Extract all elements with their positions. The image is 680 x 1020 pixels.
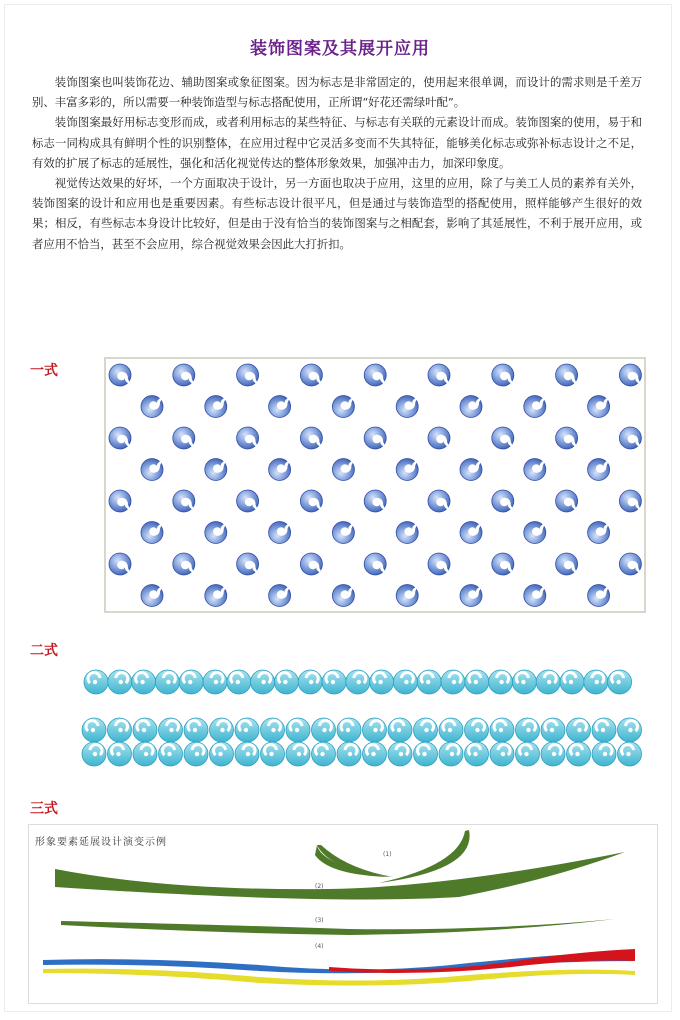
swirl-icon	[141, 585, 163, 607]
swirl-icon	[237, 490, 259, 512]
step-label-2: (2)	[315, 883, 324, 890]
wave-scroll-icon	[560, 670, 584, 694]
swirl-icon	[588, 459, 610, 481]
wave-scroll-icon	[261, 742, 285, 766]
wave-scroll-icon	[388, 718, 412, 742]
step-label-4: (4)	[315, 943, 324, 950]
swirl-icon	[300, 553, 322, 575]
wave-scroll-icon	[439, 718, 463, 742]
swirl-icon	[109, 427, 131, 449]
wave-scroll-icon	[370, 670, 394, 694]
section-label-style1: 一式	[30, 363, 58, 379]
swirl-icon	[556, 553, 578, 575]
wave-scroll-icon	[592, 742, 616, 766]
wave-scroll-icon	[286, 718, 310, 742]
wave-scroll-icon	[584, 670, 608, 694]
swirl-icon	[524, 585, 546, 607]
swirl-icon	[173, 553, 195, 575]
swirl-icon	[141, 396, 163, 418]
wave-scroll-icon	[82, 742, 106, 766]
section-label-style2: 二式	[30, 643, 58, 659]
swirl-icon	[109, 364, 131, 386]
swirl-icon	[300, 364, 322, 386]
wave-scroll-icon	[132, 670, 156, 694]
wave-scroll-icon	[388, 742, 412, 766]
wave-scroll-icon	[567, 742, 591, 766]
swirl-icon	[619, 490, 641, 512]
swirl-icon	[269, 585, 291, 607]
wave-scroll-icon	[184, 718, 208, 742]
wave-scroll-icon	[179, 670, 203, 694]
wave-band-double	[80, 714, 652, 770]
swirl-icon	[556, 427, 578, 449]
paragraph-1: 装饰图案也叫装饰花边、辅助图案或象征图案。因为标志是非常固定的，使用起来很单调，而设计的需求则是千差万别、丰富多彩的，所以需要一种装饰造型与标志搭配使用，正所谓“好花还需绿叶配”。	[32, 75, 642, 110]
swirl-icon	[237, 427, 259, 449]
swirl-icon	[619, 553, 641, 575]
body-text	[32, 72, 642, 254]
wave-scroll-icon	[393, 670, 417, 694]
swirl-icon	[237, 553, 259, 575]
swirl-icon	[492, 427, 514, 449]
swirl-icon	[109, 490, 131, 512]
swirl-pattern	[106, 359, 644, 611]
swirl-icon	[524, 459, 546, 481]
swirl-icon	[300, 427, 322, 449]
swirl-icon	[269, 522, 291, 544]
swirl-icon	[300, 490, 322, 512]
swirl-icon	[492, 490, 514, 512]
swirl-icon	[460, 522, 482, 544]
swirl-icon	[364, 490, 386, 512]
swirl-icon	[205, 522, 227, 544]
swirl-icon	[205, 396, 227, 418]
leaf-step3	[61, 919, 615, 935]
swirl-icon	[619, 364, 641, 386]
swirl-icon	[588, 585, 610, 607]
wave-scroll-icon	[465, 718, 489, 742]
swirl-icon	[269, 396, 291, 418]
swirl-icon	[332, 522, 354, 544]
wave-scroll-icon	[465, 742, 489, 766]
wave-scroll-icon	[184, 742, 208, 766]
swirl-pattern-panel	[104, 357, 646, 613]
wave-scroll-icon	[235, 742, 259, 766]
swirl-icon	[396, 459, 418, 481]
swirl-icon	[332, 459, 354, 481]
wave-scroll-icon	[541, 742, 565, 766]
wave-scroll-icon	[251, 670, 275, 694]
wave-scroll-icon	[108, 718, 132, 742]
paragraph-3: 视觉传达效果的好坏，一个方面取决于设计，另一方面也取决于应用，这里的应用，除了与美工人员的素养有关外，装饰图案的设计和应用也是重要因素。有些标志设计很平凡，但是通过与装饰造型的搭配使用，照样能够产生很好的效果；相反，有些标志本身设计比较好，但是由于没有恰当的装饰图案与之相配套，影响了其延展性，不利于展开应用，或者应用不恰当，甚至不会应用，综合视觉效果会因此大打折扣。	[32, 176, 642, 251]
wave-scroll-icon	[337, 742, 361, 766]
swirl-icon	[364, 364, 386, 386]
wave-scroll-icon	[210, 718, 234, 742]
evolution-example-panel	[28, 824, 658, 1004]
wave-scroll-icon	[608, 670, 632, 694]
swirl-icon	[269, 459, 291, 481]
wave-scroll-icon	[155, 670, 179, 694]
swirl-icon	[524, 396, 546, 418]
swirl-icon	[332, 396, 354, 418]
wave-scroll-icon	[414, 718, 438, 742]
step-label-3: (3)	[315, 917, 324, 924]
swirl-icon	[173, 427, 195, 449]
wave-scroll-icon	[490, 718, 514, 742]
wave-scroll-icon	[108, 670, 132, 694]
swirl-icon	[364, 427, 386, 449]
wave-scroll-icon	[312, 718, 336, 742]
swirl-icon	[619, 427, 641, 449]
evolution-caption: 形象要素延展设计演变示例	[35, 837, 167, 848]
wave-scroll-icon	[490, 742, 514, 766]
wave-scroll-icon	[312, 742, 336, 766]
step-label-1: (1)	[383, 851, 392, 858]
swirl-icon	[173, 490, 195, 512]
swirl-icon	[588, 396, 610, 418]
swirl-icon	[396, 396, 418, 418]
wave-scroll-icon	[363, 742, 387, 766]
swirl-icon	[428, 553, 450, 575]
wave-scroll-icon	[108, 742, 132, 766]
wave-scroll-icon	[441, 670, 465, 694]
swirl-icon	[524, 522, 546, 544]
swirl-icon	[428, 490, 450, 512]
swirl-icon	[205, 459, 227, 481]
swirl-icon	[556, 364, 578, 386]
wave-scroll-icon	[618, 742, 642, 766]
paragraph-2: 装饰图案最好用标志变形而成，或者利用标志的某些特征、与标志有关联的元素设计而成。装饰图案的使用，易于和标志一同构成具有鲜明个性的识别整体，在应用过程中它灵活多变而不失其特征，能够美化标志或弥补标志设计之不足，有效的扩展了标志的延展性，强化和活化视觉传达的整体形象效果，加强冲击力，加深印象度。	[32, 115, 642, 170]
wave-scroll-icon	[82, 718, 106, 742]
wave-scroll-icon	[489, 670, 513, 694]
swirl-icon	[492, 553, 514, 575]
wave-scroll-double-row	[80, 714, 652, 770]
swirl-icon	[428, 364, 450, 386]
wave-scroll-icon	[439, 742, 463, 766]
leaf-step1-c	[379, 830, 470, 883]
wave-scroll-row	[80, 664, 648, 700]
wave-scroll-icon	[298, 670, 322, 694]
swirl-icon	[460, 459, 482, 481]
wave-scroll-icon	[346, 670, 370, 694]
leaf-evolution-graphic	[29, 825, 657, 1003]
swirl-icon	[428, 427, 450, 449]
wave-band-single	[80, 664, 648, 700]
swirl-icon	[492, 364, 514, 386]
wave-scroll-icon	[210, 742, 234, 766]
wave-scroll-icon	[286, 742, 310, 766]
section-label-style3: 三式	[30, 801, 58, 817]
wave-scroll-icon	[227, 670, 251, 694]
wave-scroll-icon	[618, 718, 642, 742]
wave-scroll-icon	[261, 718, 285, 742]
wave-scroll-icon	[516, 718, 540, 742]
swirl-icon	[364, 553, 386, 575]
swirl-icon	[109, 553, 131, 575]
swirl-icon	[141, 522, 163, 544]
swirl-icon	[460, 396, 482, 418]
wave-scroll-icon	[512, 670, 536, 694]
wave-scroll-icon	[235, 718, 259, 742]
wave-scroll-icon	[363, 718, 387, 742]
swirl-icon	[396, 585, 418, 607]
wave-scroll-icon	[159, 742, 183, 766]
swirl-icon	[173, 364, 195, 386]
wave-scroll-icon	[159, 718, 183, 742]
wave-scroll-icon	[516, 742, 540, 766]
wave-scroll-icon	[322, 670, 346, 694]
wave-scroll-icon	[465, 670, 489, 694]
wave-scroll-icon	[337, 718, 361, 742]
swirl-icon	[332, 585, 354, 607]
swirl-icon	[396, 522, 418, 544]
swirl-icon	[588, 522, 610, 544]
swirl-icon	[556, 490, 578, 512]
wave-scroll-icon	[592, 718, 616, 742]
page-title: 装饰图案及其展开应用	[250, 39, 430, 59]
wave-scroll-icon	[274, 670, 298, 694]
swirl-icon	[141, 459, 163, 481]
swirl-icon	[460, 585, 482, 607]
swirl-icon	[205, 585, 227, 607]
wave-scroll-icon	[567, 718, 591, 742]
wave-scroll-icon	[84, 670, 108, 694]
wave-scroll-icon	[133, 718, 157, 742]
wave-scroll-icon	[536, 670, 560, 694]
swirl-icon	[237, 364, 259, 386]
wave-scroll-icon	[541, 718, 565, 742]
wave-scroll-icon	[203, 670, 227, 694]
wave-scroll-icon	[133, 742, 157, 766]
wave-scroll-icon	[414, 742, 438, 766]
wave-scroll-icon	[417, 670, 441, 694]
